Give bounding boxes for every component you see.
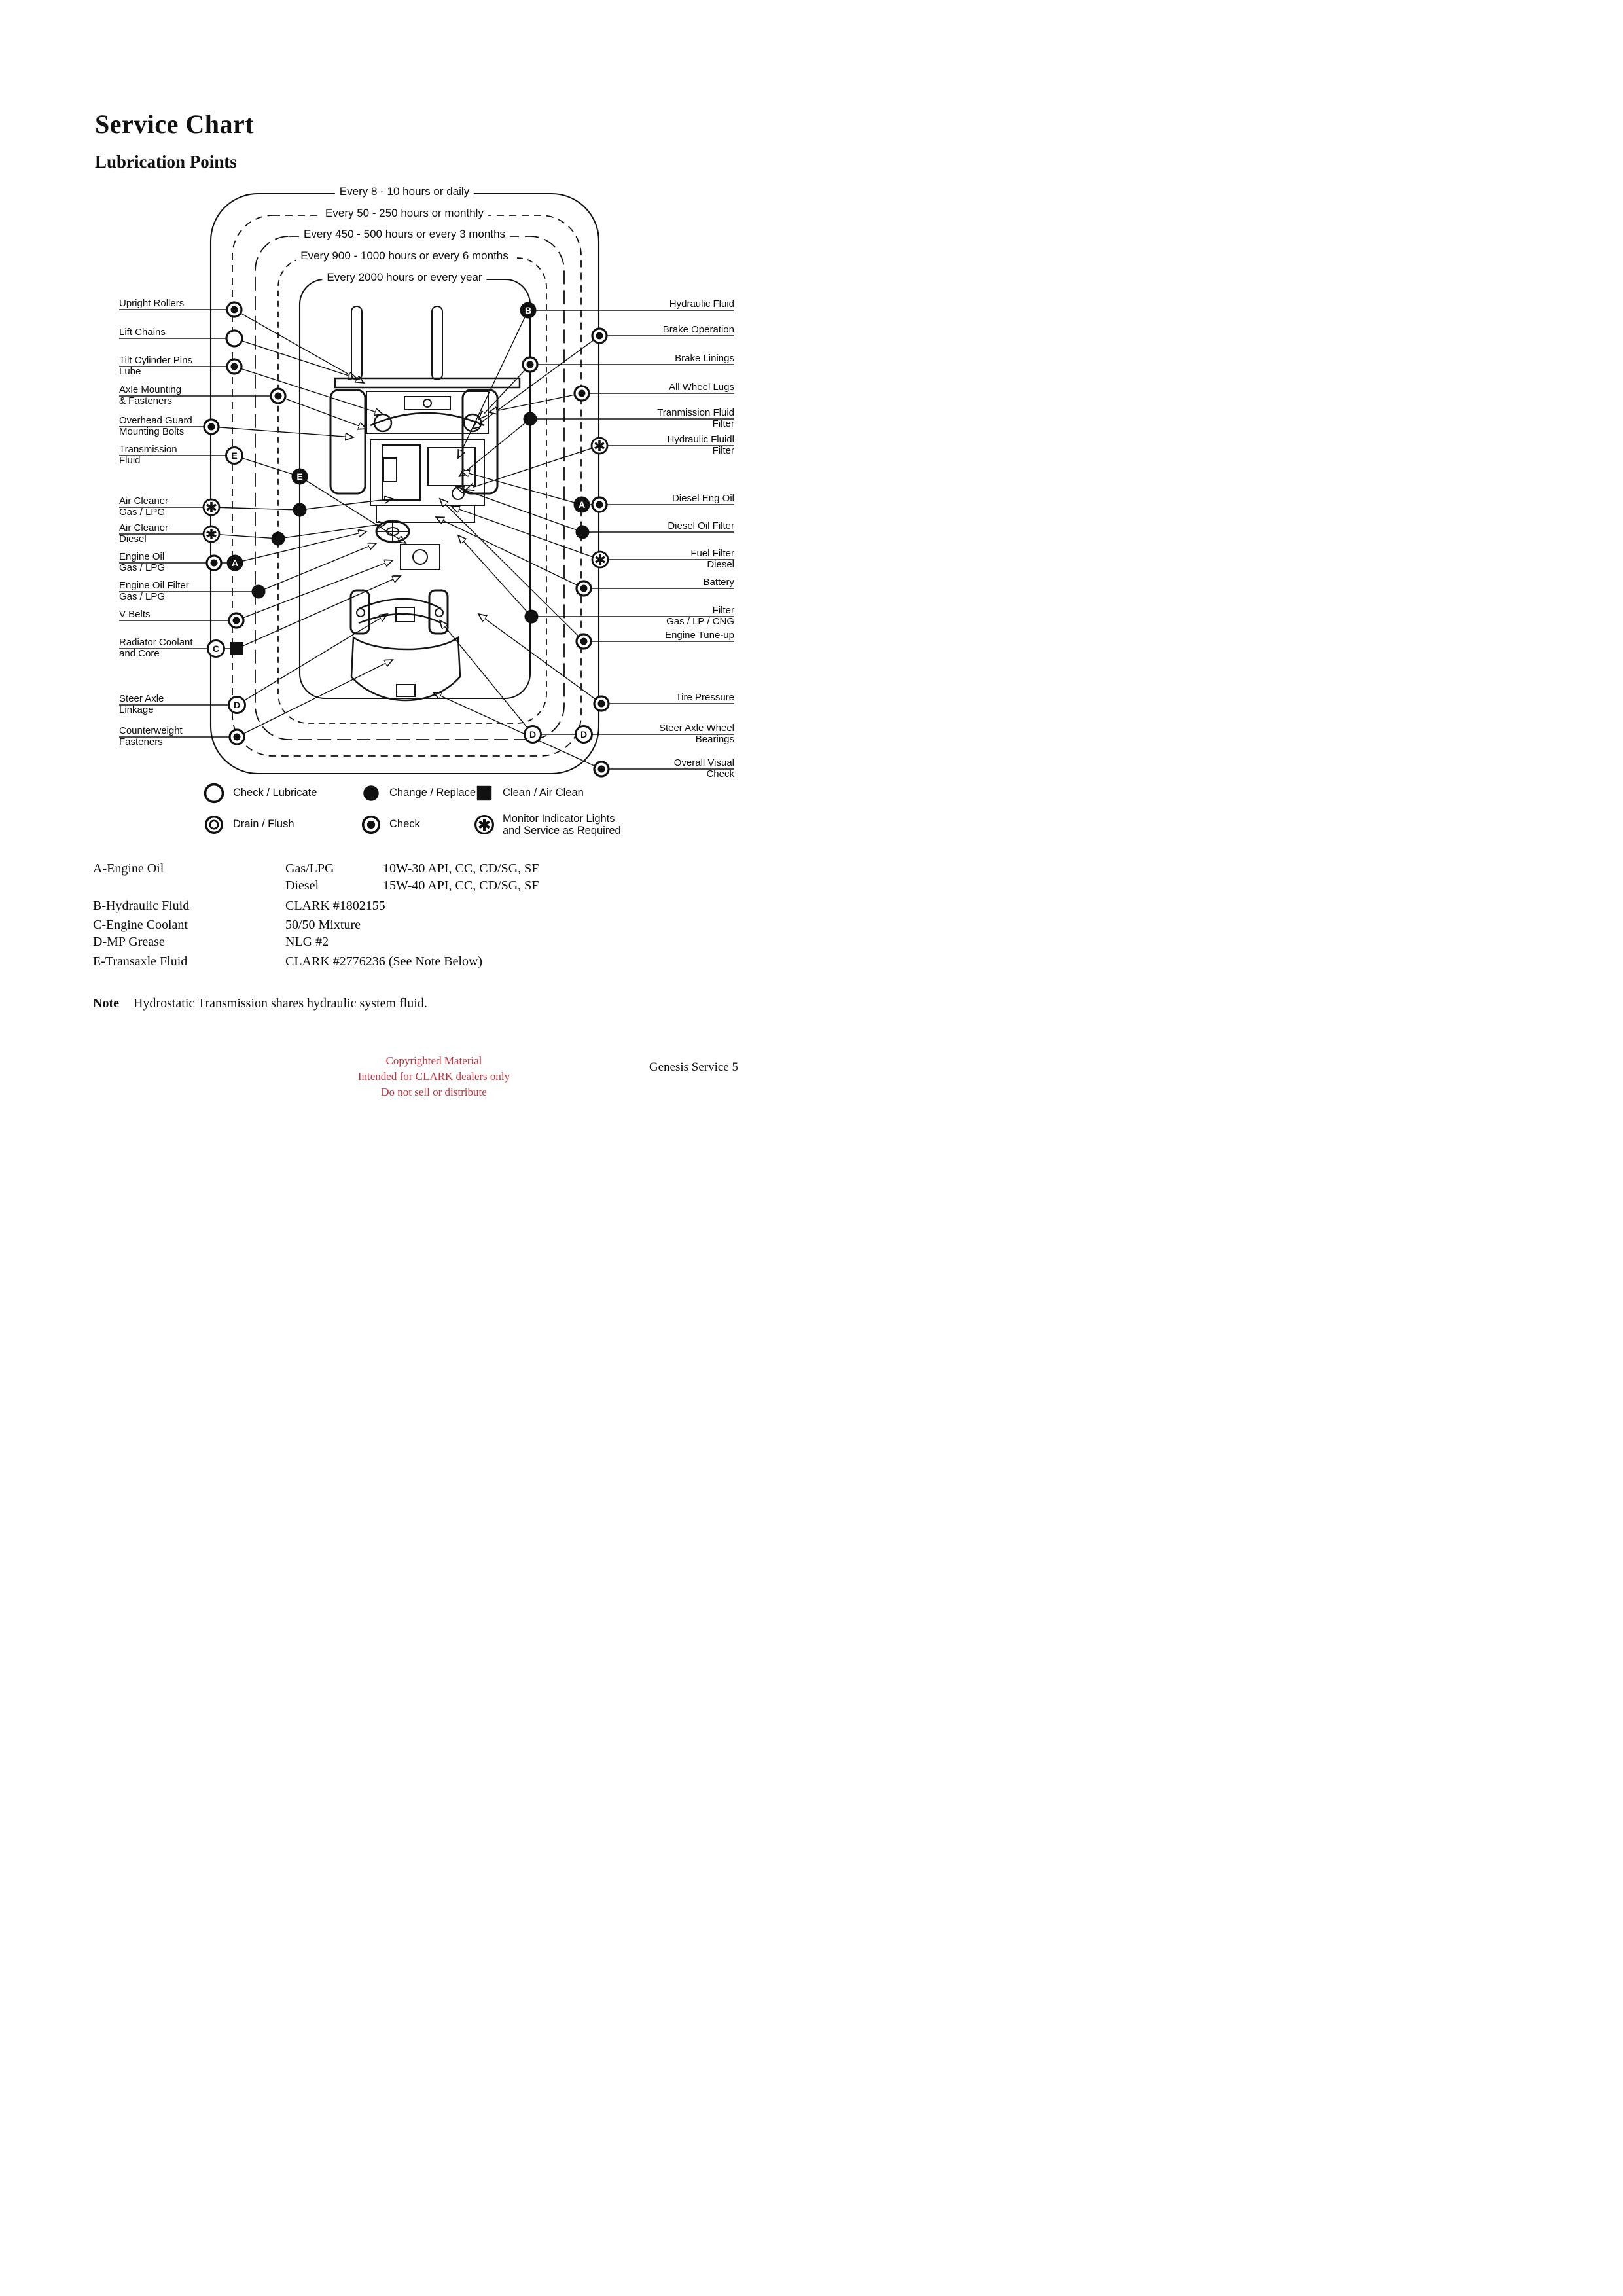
check-icon <box>230 730 244 744</box>
right-point-label-3 <box>669 382 734 393</box>
change-replace-icon <box>524 412 537 426</box>
letter-circle-ring-icon <box>576 726 592 743</box>
leader-line <box>234 456 300 476</box>
right-point-label-8 <box>690 548 734 570</box>
left-point-label-0 <box>119 298 184 309</box>
point-label-line: Fasteners <box>119 736 163 747</box>
copyright-line-2: Do not sell or distribute <box>381 1086 487 1098</box>
leader-line <box>259 543 376 592</box>
point-label-line: Upright Rollers <box>119 298 185 309</box>
point-label-line: Steer Axle <box>119 693 164 704</box>
copyright-line-0: Copyrighted Material <box>385 1054 482 1067</box>
legend-label-line: Monitor Indicator Lights <box>503 813 615 825</box>
point-label-line: Overall Visual <box>673 757 734 768</box>
left-point-label-5 <box>119 444 177 466</box>
right-point-label-14 <box>674 757 734 780</box>
lubricant-variant-1: Diesel <box>285 878 319 893</box>
interval-ring-2 <box>255 236 564 740</box>
left-point-label-1 <box>119 327 166 338</box>
legend-label-line: Check / Lubricate <box>233 787 317 798</box>
legend-label-line: and Service as Required <box>503 825 621 836</box>
check-icon <box>523 357 537 372</box>
lubricant-item-2: B-Hydraulic Fluid <box>93 899 190 913</box>
right-point-label-0 <box>669 298 734 310</box>
right-point-label-6 <box>672 493 734 504</box>
point-label-line: Air Cleaner <box>119 522 169 533</box>
symbol-letter: A <box>578 499 586 510</box>
left-point-label-6 <box>119 495 168 518</box>
symbol-letter: C <box>212 643 220 654</box>
lubricant-spec-0: 10W-30 API, CC, CD/SG, SF <box>383 861 539 876</box>
leader-line <box>466 446 599 490</box>
left-point-label-10 <box>119 609 151 620</box>
right-point-label-12 <box>676 692 734 703</box>
leader-line <box>440 620 533 734</box>
page-title: Service Chart <box>95 109 255 139</box>
interval-label-2: Every 450 - 500 hours or every 3 months <box>299 227 510 241</box>
check-icon <box>271 389 285 403</box>
right-point-label-9 <box>703 577 734 588</box>
point-label-line: Steer Axle Wheel <box>658 723 734 734</box>
monitor-icon <box>204 499 219 515</box>
point-label-line: Bearings <box>695 734 734 745</box>
leader-line <box>440 499 584 641</box>
point-label-line: Hydraulic Fluid <box>669 298 734 310</box>
monitor-icon <box>592 438 607 454</box>
check-icon <box>227 359 241 374</box>
right-point-label-2 <box>675 353 734 364</box>
point-label-line: Filter <box>712 418 734 429</box>
left-point-label-7 <box>119 522 168 545</box>
leader-line <box>458 535 531 617</box>
point-label-line: V Belts <box>119 609 151 620</box>
change-replace-icon <box>293 503 307 517</box>
leader-line <box>489 393 582 412</box>
service-chart-page <box>0 0 812 1148</box>
interval-label-1: Every 50 - 250 hours or monthly <box>321 206 488 220</box>
legend-label-0 <box>233 787 317 798</box>
leader-line <box>211 507 300 510</box>
point-label-line: Engine Tune-up <box>665 630 734 641</box>
letter-circle-ring-icon <box>208 641 224 657</box>
change-replace-icon <box>576 526 590 539</box>
symbol-letter: A <box>231 558 239 568</box>
point-label-line: Fluid <box>119 455 141 466</box>
letter-circle-filled-icon <box>574 497 590 513</box>
point-label-line: and Core <box>119 648 160 659</box>
check-icon <box>575 386 589 401</box>
point-label-line: Engine Oil <box>119 551 165 562</box>
page-reference: Genesis Service 5 <box>649 1060 738 1074</box>
change-replace-icon <box>525 610 539 624</box>
change-replace-icon <box>252 585 266 599</box>
right-point-label-10 <box>666 605 734 627</box>
right-point-label-11 <box>665 630 734 641</box>
left-point-label-9 <box>119 580 189 602</box>
leader-line <box>458 310 528 458</box>
lubricant-item-3: C-Engine Coolant <box>93 918 188 932</box>
legend-label-line: Check <box>389 818 420 830</box>
left-point-label-3 <box>119 384 181 406</box>
point-label-line: Air Cleaner <box>119 495 169 507</box>
point-label-line: Gas / LP / CNG <box>666 616 734 627</box>
point-label-line: Diesel <box>707 559 734 570</box>
lubricant-spec-5: CLARK #2776236 (See Note Below) <box>285 954 483 969</box>
leader-line <box>278 396 366 429</box>
interval-label-0: Every 8 - 10 hours or daily <box>335 185 474 198</box>
note-text: Hydrostatic Transmission shares hydraulic system fluid. <box>133 996 427 1011</box>
point-label-line: Radiator Coolant <box>119 637 193 648</box>
right-point-label-13 <box>659 723 734 745</box>
point-label-line: Check <box>706 768 734 780</box>
leader-line <box>237 614 387 705</box>
transmission-housing <box>401 545 440 569</box>
point-label-line: Brake Linings <box>675 353 734 364</box>
monitor-icon <box>204 526 219 542</box>
symbol-letter: E <box>231 450 238 461</box>
point-label-line: Tire Pressure <box>675 692 734 703</box>
lubricant-item-0: A-Engine Oil <box>93 861 164 876</box>
legend-label-line: Clean / Air Clean <box>503 787 584 798</box>
point-label-line: Diesel <box>119 533 147 545</box>
check-icon <box>207 556 221 570</box>
point-label-line: Gas / LPG <box>119 562 166 573</box>
point-label-line: Fuel Filter <box>690 548 734 559</box>
leader-line <box>278 524 386 539</box>
interval-ring-4 <box>300 279 530 698</box>
symbol-letter: E <box>296 471 303 482</box>
note <box>93 996 427 1011</box>
fork-right <box>432 306 442 380</box>
symbol-letter: D <box>580 729 588 740</box>
symbol-letter: B <box>524 305 532 315</box>
point-label-line: Linkage <box>119 704 154 715</box>
check-icon <box>594 696 609 711</box>
lubricant-spec-3: 50/50 Mixture <box>285 918 361 932</box>
legend-label-3 <box>233 818 294 830</box>
forklift-top-view-drawing <box>330 306 520 700</box>
point-label-line: Transmission <box>119 444 177 455</box>
fork-left <box>351 306 362 380</box>
point-label-line: Mounting Bolts <box>119 426 185 437</box>
point-label-line: Lube <box>119 366 141 377</box>
front-wheel-right <box>463 390 497 493</box>
right-point-label-5 <box>667 434 734 456</box>
point-label-line: Axle Mounting <box>119 384 182 395</box>
front-wheel-left <box>330 390 365 493</box>
symbol-letter: D <box>529 729 537 740</box>
point-label-line: Diesel Eng Oil <box>671 493 734 504</box>
clean-air-clean-icon <box>477 786 491 800</box>
left-point-label-11 <box>119 637 193 659</box>
drain-flush-icon <box>206 817 223 833</box>
check-lubricate-icon <box>226 331 242 346</box>
legend-label-1 <box>389 787 476 798</box>
letter-circle-filled-icon <box>227 555 243 571</box>
point-label-line: Tilt Cylinder Pins <box>119 355 192 366</box>
clean-air-clean-icon <box>230 642 243 655</box>
check-icon <box>227 302 241 317</box>
lubricant-item-5: E-Transaxle Fluid <box>93 954 188 969</box>
point-label-line: Brake Operation <box>662 324 734 335</box>
right-point-label-7 <box>668 520 734 531</box>
interval-ring-3 <box>278 258 546 723</box>
service-diagram <box>0 0 812 1148</box>
point-label-line: Lift Chains <box>119 327 166 338</box>
check-icon <box>592 329 607 343</box>
letter-circle-ring-icon <box>229 697 245 713</box>
counterweight <box>351 637 460 700</box>
right-point-label-1 <box>663 324 734 335</box>
check-icon <box>577 581 591 596</box>
point-label-line: Hydraulic Fluidl <box>667 434 734 445</box>
change-replace-icon <box>363 785 379 801</box>
point-label-line: & Fasteners <box>119 395 172 406</box>
leader-line <box>211 534 278 539</box>
left-point-label-8 <box>119 551 165 573</box>
lubricant-spec-2: CLARK #1802155 <box>285 899 385 913</box>
symbol-letter: D <box>233 700 241 710</box>
check-icon <box>592 497 607 512</box>
letter-circle-ring-icon <box>525 726 541 743</box>
page-subtitle: Lubrication Points <box>95 152 237 171</box>
interval-label-3: Every 900 - 1000 hours or every 6 months <box>296 249 513 262</box>
leader-line <box>473 336 599 429</box>
legend-label-2 <box>503 787 584 798</box>
lubricant-spec-4: NLG #2 <box>285 935 329 949</box>
letter-circle-ring-icon <box>226 448 243 464</box>
tow-pin <box>397 685 415 696</box>
lubricant-spec-1: 15W-40 API, CC, CD/SG, SF <box>383 878 539 893</box>
point-label-line: Tranmission Fluid <box>657 407 734 418</box>
point-label-line: Counterweight <box>119 725 183 736</box>
check-icon <box>577 634 591 649</box>
left-point-label-2 <box>119 355 192 377</box>
legend-label-4 <box>389 818 420 830</box>
point-label-line: Filter <box>712 445 734 456</box>
letter-circle-filled-icon <box>292 469 308 485</box>
point-label-line: Gas / LPG <box>119 507 166 518</box>
left-point-label-13 <box>119 725 183 747</box>
legend-label-line: Change / Replace <box>389 787 476 798</box>
legend-label-line: Drain / Flush <box>233 818 294 830</box>
change-replace-icon <box>272 532 285 546</box>
point-label-line: Gas / LPG <box>119 591 166 602</box>
letter-circle-filled-icon <box>520 302 537 319</box>
check-icon <box>594 762 609 776</box>
right-point-label-4 <box>657 407 734 429</box>
lubricant-item-4: D-MP Grease <box>93 935 165 949</box>
check-icon <box>204 420 219 434</box>
legend-label-5 <box>503 813 621 836</box>
left-point-label-12 <box>119 693 164 715</box>
point-label-line: Engine Oil Filter <box>119 580 189 591</box>
copyright-line-1: Intended for CLARK dealers only <box>357 1070 510 1083</box>
monitor-icon <box>476 816 493 834</box>
point-label-line: Diesel Oil Filter <box>668 520 734 531</box>
check-lubricate-icon <box>205 785 223 802</box>
point-label-line: Battery <box>703 577 734 588</box>
point-label-line: Filter <box>712 605 734 616</box>
point-label-line: All Wheel Lugs <box>668 382 734 393</box>
left-point-label-4 <box>119 415 192 437</box>
leader-line <box>300 499 393 510</box>
point-label-line: Overhead Guard <box>119 415 192 426</box>
note-label: Note <box>93 996 119 1011</box>
check-icon <box>363 817 380 833</box>
interval-label-4: Every 2000 hours or every year <box>322 270 486 284</box>
check-icon <box>229 613 243 628</box>
lubricant-variant-0: Gas/LPG <box>285 861 334 876</box>
monitor-icon <box>592 552 608 567</box>
